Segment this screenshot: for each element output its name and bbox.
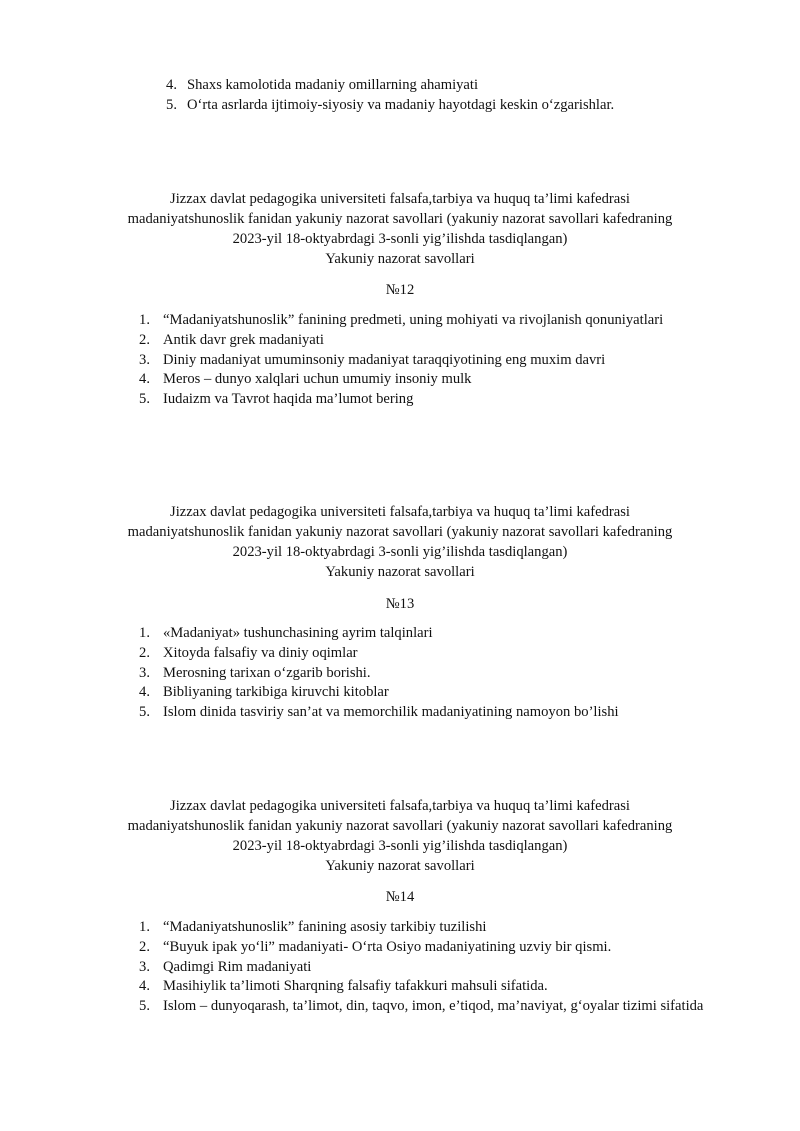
item-number: 4. [166,77,177,93]
list-item [0,624,723,644]
item-text: Islom dinida tasviriy san’at va memorchilik madaniyatining namoyon bo’lishi [163,704,619,721]
item-number: 5. [139,998,150,1015]
item-number: 5. [166,96,177,113]
heading-line: madaniyatshunoslik fanidan yakuniy nazorat savollari (yakuniy nazorat savollari kafedraning [127,524,673,540]
item-text: Bibliyaning tarkibiga kiruvchi kitoblar [163,684,389,701]
question-list [0,624,723,723]
item-number: 1. [139,919,150,935]
item-text: Qadimgi Rim madaniyati [163,958,312,975]
section-heading [100,796,700,876]
item-text: Masihiylik ta’limoti Sharqning falsafiy tafakkuri mahsuli sifatida. [163,978,548,995]
list-item [0,76,747,96]
item-text: “Buyuk ipak yo‘li” madaniyati- O‘rta Osiyo madaniyatining uzviy bir qismi. [163,938,612,955]
list-item [0,390,723,410]
heading-line: Yakuniy nazorat savollari [325,858,475,874]
item-text: «Madaniyat» tushunchasining ayrim talqinlari [163,625,433,641]
list-item [0,703,723,723]
item-text: “Madaniyatshunoslik” fanining asosiy tarkibiy tuzilishi [163,919,487,935]
list-item [0,311,723,331]
item-text: Merosning tarixan o‘zgarib borishi. [163,664,371,681]
list-item [0,96,747,116]
heading-line: Jizzax davlat pedagogika universiteti falsafa,tarbiya va huquq ta’limi kafedrasi [170,504,630,520]
item-text: Iudaizm va Tavrot haqida ma’lumot bering [163,391,414,408]
section-heading [100,502,700,582]
item-number: 5. [139,391,150,408]
continued-question-list [0,76,747,116]
heading-line: 2023-yil 18-oktyabrdagi 3-sonli yig’ilishda tasdiqlangan) [232,231,568,247]
list-item [0,331,723,351]
list-item [0,997,723,1017]
heading-line: madaniyatshunoslik fanidan yakuniy nazorat savollari (yakuniy nazorat savollari kafedraning [127,818,673,834]
list-item [0,683,723,703]
item-number: 1. [139,312,150,328]
item-text: Islom – dunyoqarash, ta’limot, din, taqvo, imon, e’tiqod, ma’naviyat, g‘oyalar tizimi sifatida [163,998,704,1015]
item-number: 3. [139,664,150,681]
item-number: 4. [139,371,150,388]
item-number: 2. [139,938,150,955]
heading-line: 2023-yil 18-oktyabrdagi 3-sonli yig’ilishda tasdiqlangan) [232,838,568,854]
item-text: Antik davr grek madaniyati [163,331,324,348]
question-list [0,918,723,1017]
ticket-number: №14 [385,889,415,905]
ticket-number: №13 [385,596,415,612]
list-item [0,664,723,684]
list-item [0,918,723,938]
item-text: O‘rta asrlarda ijtimoiy-siyosiy va madaniy hayotdagi keskin o‘zgarishlar. [187,96,615,113]
list-item [0,370,723,390]
item-number: 4. [139,978,150,995]
item-number: 3. [139,958,150,975]
item-number: 4. [139,684,150,701]
item-text: Shaxs kamolotida madaniy omillarning ahamiyati [187,77,479,93]
heading-line: Yakuniy nazorat savollari [325,564,475,580]
section-heading [100,189,700,269]
heading-line: Jizzax davlat pedagogika universiteti falsafa,tarbiya va huquq ta’limi kafedrasi [170,798,630,814]
heading-line: madaniyatshunoslik fanidan yakuniy nazorat savollari (yakuniy nazorat savollari kafedraning [127,211,673,227]
item-text: Diniy madaniyat umuminsoniy madaniyat taraqqiyotining eng muxim davri [163,351,606,368]
item-text: Xitoyda falsafiy va diniy oqimlar [163,644,358,661]
item-number: 2. [139,331,150,348]
ticket-number: №12 [385,282,415,298]
heading-line: Yakuniy nazorat savollari [325,251,475,267]
item-text: Meros – dunyo xalqlari uchun umumiy insoniy mulk [163,371,472,388]
item-text: “Madaniyatshunoslik” fanining predmeti, uning mohiyati va rivojlanish qonuniyatlari [163,312,664,328]
item-number: 2. [139,644,150,661]
list-item [0,351,723,371]
item-number: 3. [139,351,150,368]
question-list [0,311,723,410]
item-number: 5. [139,704,150,721]
heading-line: Jizzax davlat pedagogika universiteti falsafa,tarbiya va huquq ta’limi kafedrasi [170,191,630,207]
list-item [0,938,723,958]
list-item [0,644,723,664]
list-item [0,977,723,997]
item-number: 1. [139,625,150,641]
heading-line: 2023-yil 18-oktyabrdagi 3-sonli yig’ilishda tasdiqlangan) [232,544,568,560]
list-item [0,958,723,978]
